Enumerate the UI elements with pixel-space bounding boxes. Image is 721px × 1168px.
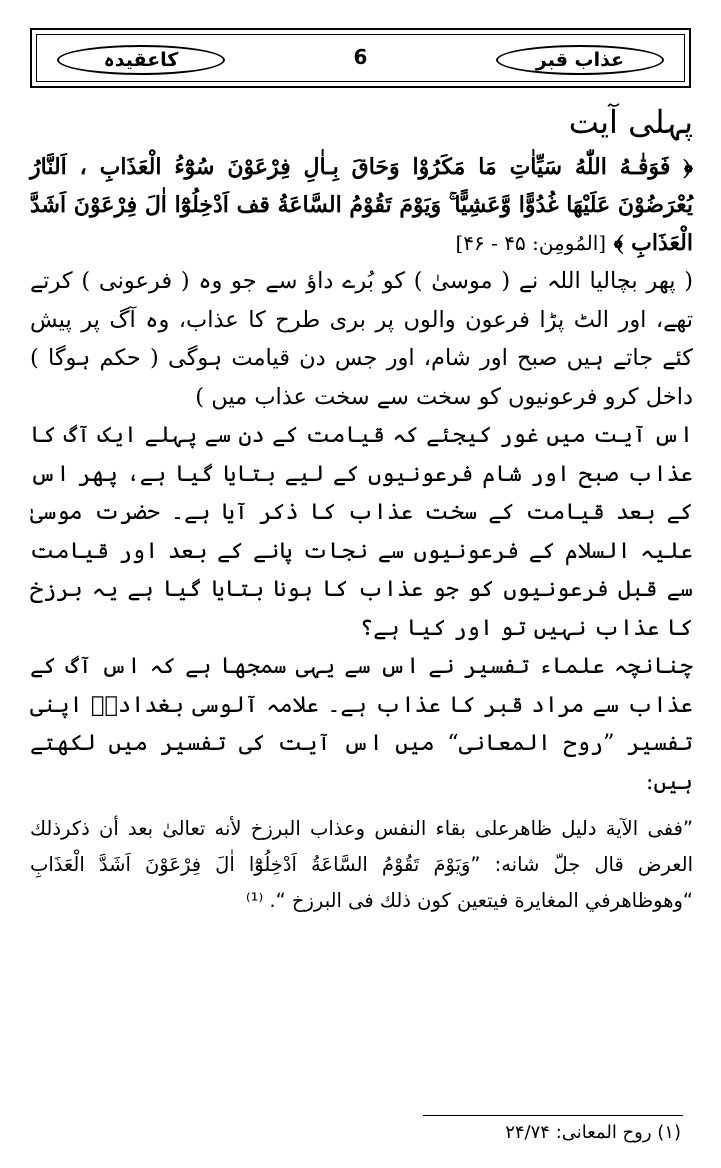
- page-header: [30, 28, 691, 88]
- quran-verse: [30, 148, 693, 262]
- verse-text: ﴿ فَوَقٰـهُ اللّٰهُ سَيِّاٰتِ مَا مَكَرُوْا وَحَاقَ بِـاٰلِ فِرْعَوْنَ سُوْٓءُ الْعَذَابِ ، اَلنَّارُ يُعْرَضُوْنَ عَلَيْهَا غُدُوًّا وَّعَشِيًّا ۚ وَيَوْمَ تَقُوْمُ السَّاعَةُ قف اَدْخِلُوْٓا اٰلَ فِرْعَوْنَ اَشَدَّ الْعَذَابِ ﴾: [30, 154, 693, 256]
- footnote-divider: [423, 1115, 683, 1116]
- paragraph-2: چنانچہ علماء تفسیر نے اس سے یہی سمجھا ہے کہ اس آگ کے عذاب سے مراد قبر کا عذاب ہے۔ علامہ آلوسی بغدادیؒ اپنی تفسیر ”روح المعانی“ میں اس آیت کی تفسیر میں لکھتے ہیں:: [30, 653, 693, 795]
- body-text: [30, 262, 693, 801]
- book-subtitle-pill: [57, 45, 225, 75]
- page-number: 6: [353, 45, 368, 69]
- page-content: [30, 96, 693, 919]
- tafsir-quote: ”ففى الآية دليل ظاهرعلى بقاء النفس وعذاب البرزخ لأنه تعالىٰ بعد أن ذكرذلك العرض قال جلّ شانه: ”وَيَوْمَ تَقُوْمُ السَّاعَةُ اَدْخِلُوْٓا اٰلَ فِرْعَوْنَ اَشَدَّ الْعَذَابِ “وهوظاهرفي المغايرة فيتعين كون ذلك فى البرزخ “. ⁽¹⁾: [30, 817, 693, 912]
- section-heading: پہلی آیت: [568, 103, 693, 141]
- book-subtitle: کاعقیدہ: [103, 49, 179, 71]
- paragraph-1: اس آیت میں غور کیجئے کہ قیامت کے دن سے پہلے ایک آگ کا عذاب صبح اور شام فرعونیوں کے لیے بتایا گیا ہے، پھر اس کے بعد قیامت کے سخت عذاب کا ذکر آیا ہے۔ حضرت موسیٰ علیہ السلام کے فرعونیوں سے نجات پانے کے بعد اور قیامت سے قبل فرعونیوں کو جو عذاب کا ہونا بتایا گیا ہے یہ برزخ کا عذاب نہیں تو اور کیا ہے؟: [30, 422, 693, 641]
- header-inner-border: [36, 34, 685, 82]
- footnote: (۱) روح المعانی: ۲۴/۷۴: [505, 1122, 681, 1143]
- verse-reference: [المُومِن: ۴۵ - ۴۶]: [455, 231, 607, 255]
- book-title: عذاب قبر: [535, 49, 625, 71]
- verse-translation: ( پھر بچالیا اللہ نے ( موسیٰ ) کو بُرے داؤ سے جو وہ ( فرعونی ) کرتے تھے، اور الٹ پڑا فرعون والوں پر بری طرح کا عذاب، وہ آگ پر پیش کئے جاتے ہیں صبح اور شام، اور جس دن قیامت ہوگی ( حکم ہوگا ) داخل کرو فرعونیوں کو سخت سے سخت عذاب میں ): [30, 268, 693, 410]
